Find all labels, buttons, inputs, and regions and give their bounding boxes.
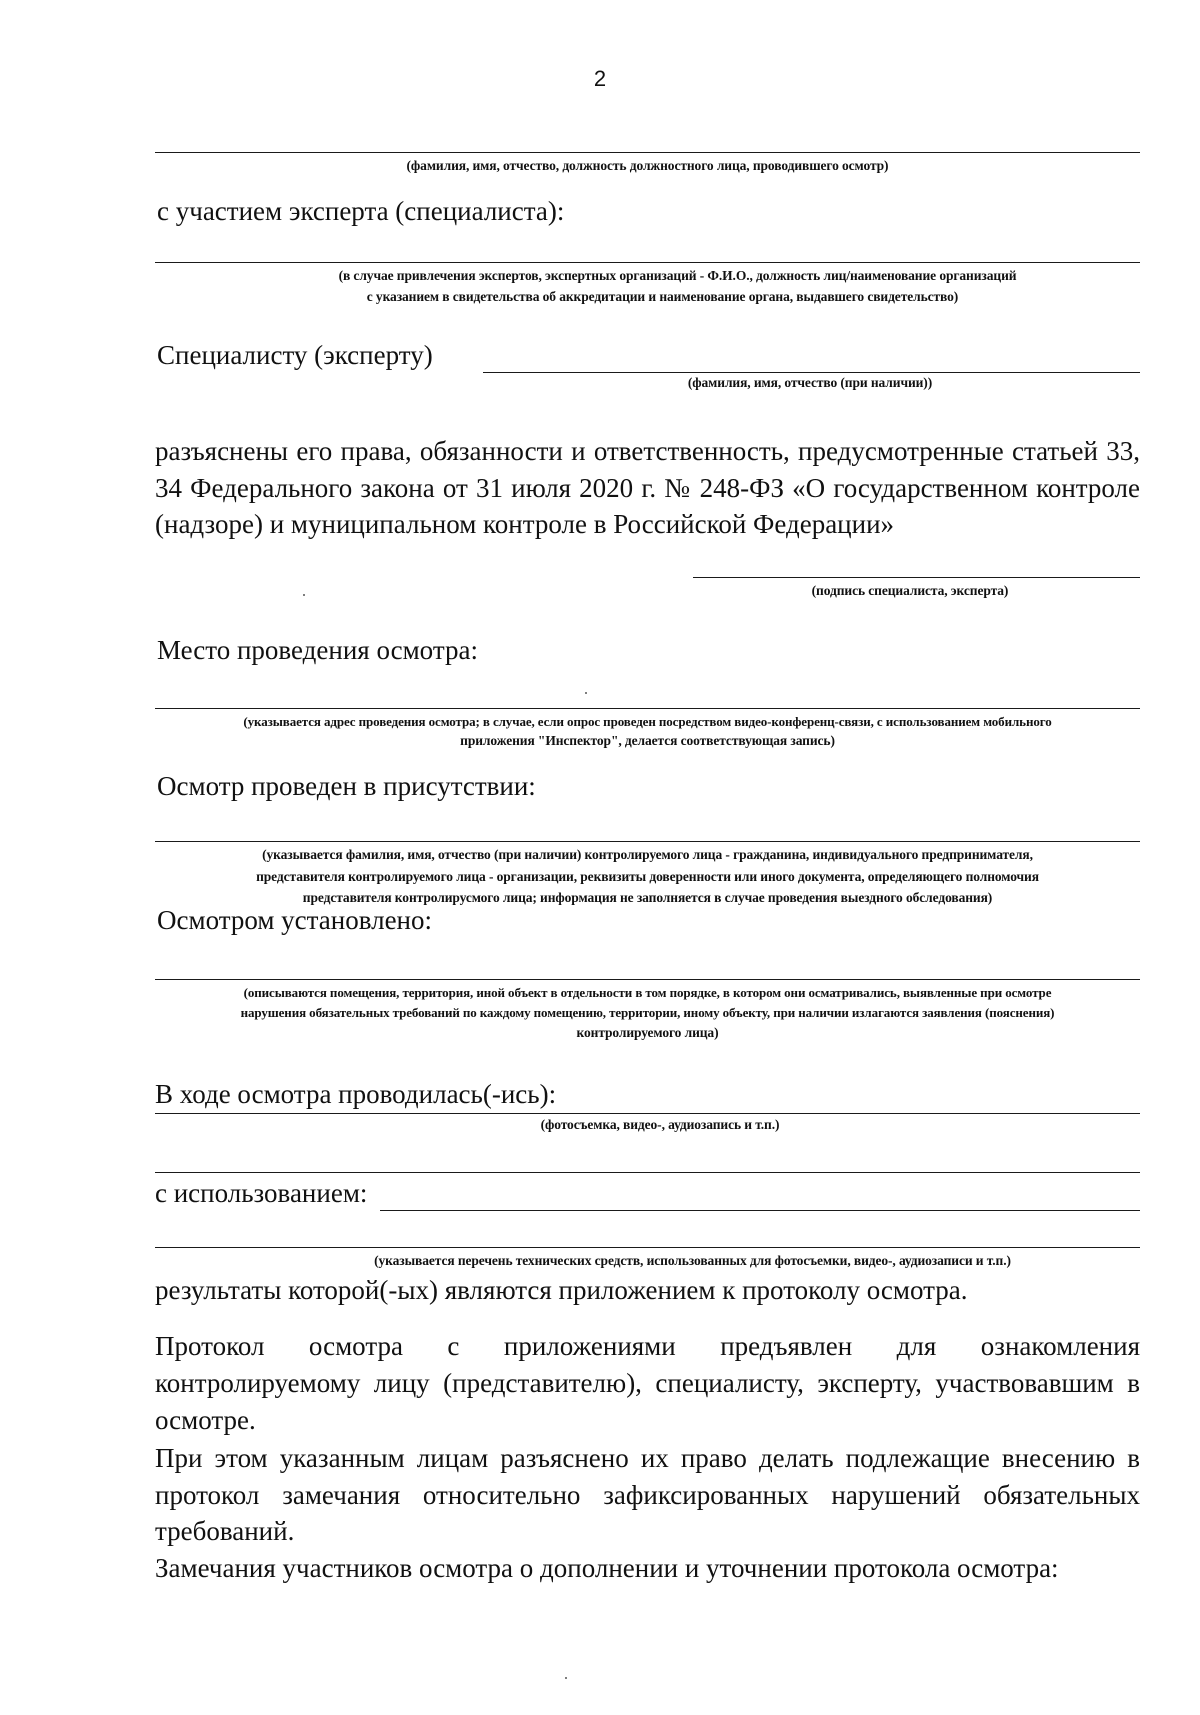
expert-caption-line1: (в случае привлечения экспертов, экспертных организаций - Ф.И.О., должность лиц/наименование организаций [338,268,1017,283]
recording-heading: В ходе осмотра проводилась(-ись): [155,1079,557,1109]
established-heading: Осмотром установлено: [157,905,433,935]
presence-line [155,841,1140,842]
place-line [155,708,1140,709]
presence-heading: Осмотр проведен в присутствии: [157,771,536,801]
protocol-paragraph-line1: Протокол осмотра с приложениями предъявлен для ознакомления [155,1331,1140,1361]
recording-extra-line [155,1172,1140,1173]
rights-paragraph: разъяснены его права, обязанности и ответственность, предусмотренные статьей 33, 34 Федерального закона от 31 июля 2020 г. № 248-ФЗ «О государственном контроле (надзоре) и муниципальном контроле в Российской Федерации» [155,436,1140,539]
expert-caption-line2: с указанием в свидетельства об аккредитации и наименование органа, выдавшего свидетельство) [366,289,959,304]
page-number: 2 [593,66,607,91]
scan-speck [565,1677,567,1679]
presence-caption-line1: (указывается фамилия, имя, отчество (при наличии) контролируемого лица - гражданина, индивидуального предпринимателя, [262,847,1033,862]
expert-line [155,262,1140,263]
place-caption-line1: (указывается адрес проведения осмотра; в случае, если опрос проведен посредством видео-конференц-связи, с использованием мобильного [243,714,1052,729]
recording-caption: (фотосъемка, видео-, аудиозапись и т.п.) [540,1117,780,1132]
signature-line [693,577,1140,578]
established-line [155,979,1140,980]
using-extra-line [155,1247,1140,1248]
using-caption: (указывается перечень технических средств, использованных для фотосъемки, видео-, аудиозаписи и т.п.) [374,1253,1011,1268]
established-caption-line2: нарушения обязательных требований по каждому помещению, территории, иному объекту, при наличии излагаются заявления (пояснения) [240,1005,1055,1020]
place-heading: Место проведения осмотра: [157,635,478,665]
specialist-caption: (фамилия, имя, отчество (при наличии)) [687,375,933,390]
place-caption-line2: приложения "Инспектор", делается соответствующая запись) [460,733,835,748]
expert-heading: с участием эксперта (специалиста): [157,196,565,226]
recording-line [155,1113,1140,1114]
using-line [380,1210,1140,1211]
scan-speck [303,594,305,596]
inspector-name-line [155,152,1140,153]
presence-caption-line2: представителя контролируемого лица - организации, реквизиты доверенности или иного документа, определяющего полномочия [256,869,1039,884]
inspector-caption: (фамилия, имя, отчество, должность должностного лица, проводившего осмотр) [406,158,889,173]
results-text: результаты которой(-ых) являются приложением к протоколу осмотра. [155,1275,968,1305]
explained-paragraph: При этом указанным лицам разъяснено их право делать подлежащие внесению в протокол замечания относительно зафиксированных нарушений обязательных требований. [155,1443,1140,1546]
presence-caption-line3: представителя контролирусмого лица; информация не заполняется в случае проведения выездного обследования) [302,890,993,905]
signature-caption: (подпись специалиста, эксперта) [811,583,1009,598]
scan-speck [585,692,587,694]
specialist-label: Специалисту (эксперту) [157,340,433,370]
established-caption-line1: (описываются помещения, территория, иной объект в отдельности в том порядке, в котором они осматривались, выявленные при осмотре [243,985,1052,1000]
remarks-text: Замечания участников осмотра о дополнении и уточнении протокола осмотра: [155,1553,1059,1583]
established-caption-line3: контролируемого лица) [576,1025,719,1040]
specialist-name-line [483,372,1140,373]
using-heading: с использованием: [155,1178,368,1208]
protocol-paragraph-rest: контролируемому лицу (представителю), специалисту, эксперту, участвовавшим в осмотре. [155,1368,1140,1435]
